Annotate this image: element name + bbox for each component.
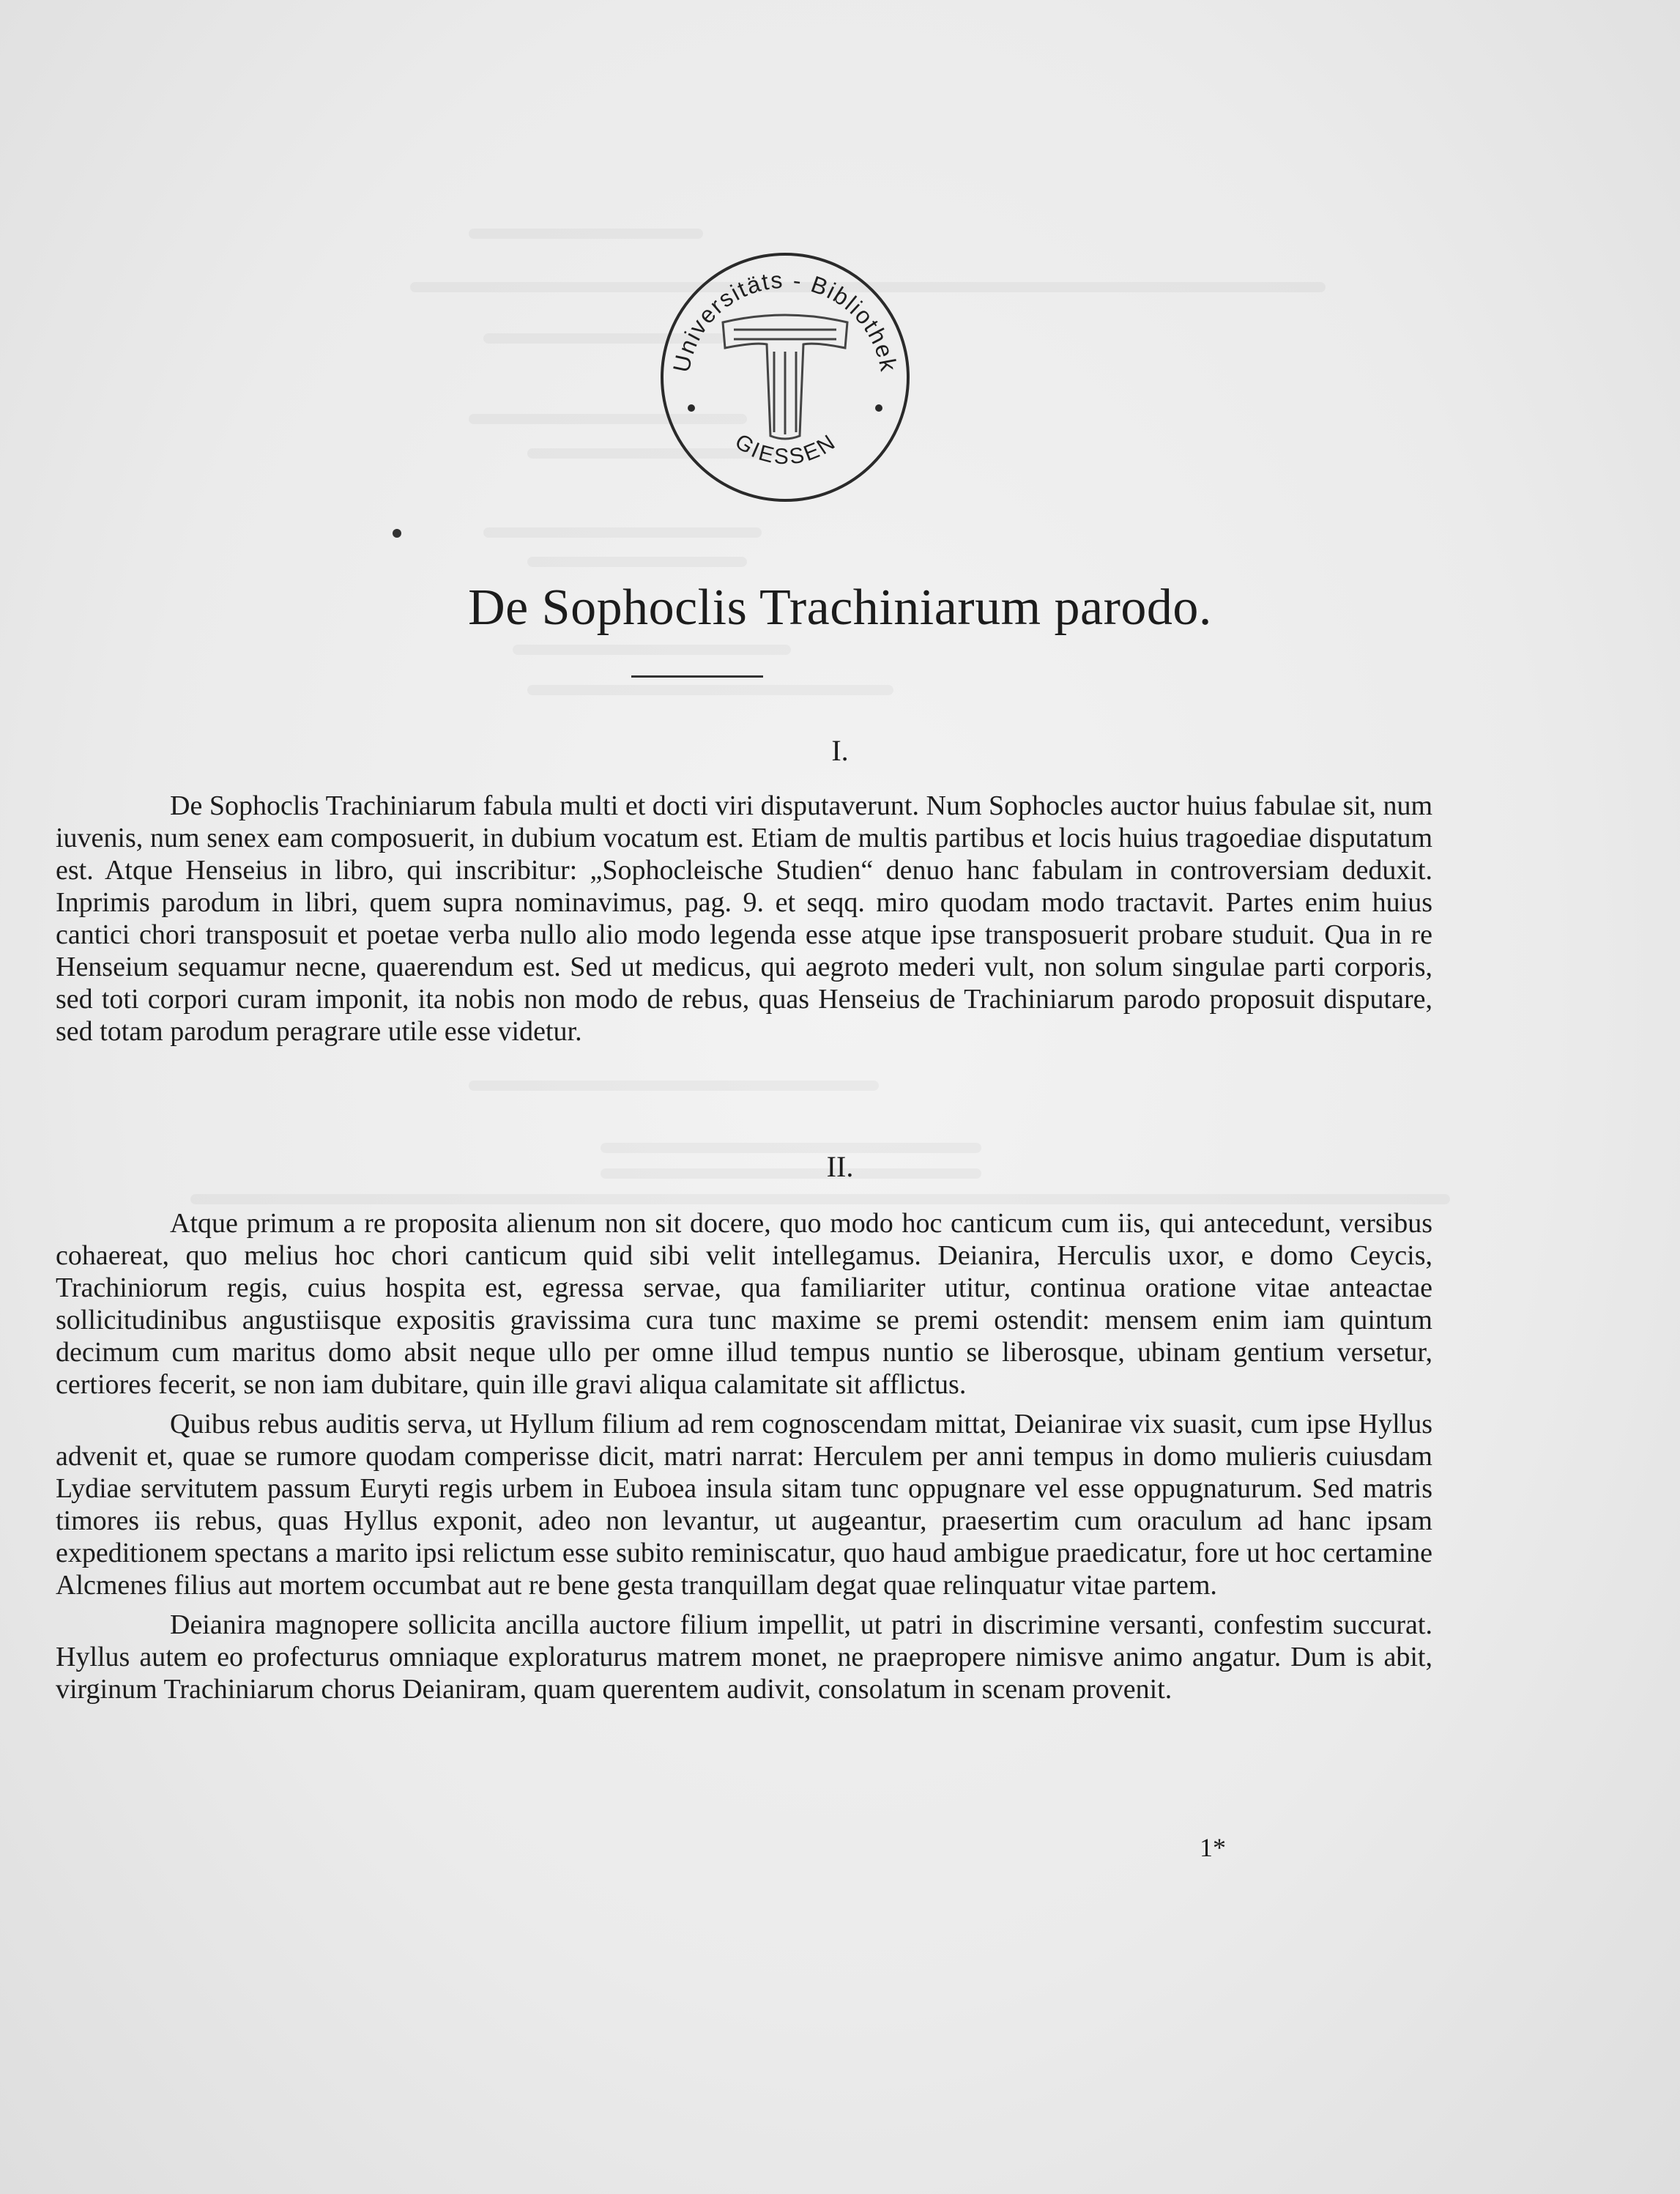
section-numeral-1: I. (831, 734, 849, 767)
svg-text:GIESSEN (731, 429, 841, 470)
section-2-text (56, 1207, 1432, 1705)
paragraph: Quibus rebus auditis serva, ut Hyllum filium ad rem cognoscendam mittat, Deianirae vix suasit, cum ipse Hyllus advenit et, quae se rumore quodam comperisse dicit, matri narrat: Herculem per anni tempus in domo mulieris cuiusdam Lydiae servitutem passum Euryti regis urbem in Euboea insula sitam tunc oppugnare vel esse oppugnaturum. Sed matris timores iis rebus, quas Hyllus exponit, adeo non levantur, ut augeantur, praesertim cum oraculum ad hanc ipsam expeditionem spectans a marito ipsi relictum esse subito reminiscatur, quo haud ambigue praedicatur, fore ut hoc certamine Alcmenes filius aut mortem occumbat aut re bene gesta tranquillam degat quae relinquatur vitae partem. (56, 1409, 1432, 1601)
paragraph: Atque primum a re proposita alienum non sit docere, quo modo hoc canticum cum iis, qui antecedunt, versibus cohaereat, quo melius hoc chori canticum quid sibi velit intellegamus. Deianira, Herculis uxor, e domo Ceycis, Trachiniorum regis, cuius hospita est, egressa servae, qua familiariter utitur, continua oratione vitae anteactae sollicitudinibus angustiisque expositis gravissima cura tunc maxime se premi ostendit: mensem enim iam quintum decimum cum maritus domo absit neque ullo per omne illud tempus nuntio se liberosque, ubinam gentium versetur, certiores fecerit, se non iam dubitare, quin ille gravi aliqua calamitate sit afflictus. (56, 1208, 1432, 1400)
page-title: De Sophoclis Trachiniarum parodo. (468, 579, 1212, 636)
paragraph: Deianira magnopere sollicita ancilla auctore filium impellit, ut patri in discrimine versanti, confestim succurat. Hyllus autem eo profecturus omniaque exploraturus matrem monet, ne praepropere nimisve animo angatur. Dum is abit, virginum Trachiniarum chorus Deianiram, quam querentem audivit, consolatum in scenam provenit. (56, 1609, 1432, 1705)
tau-cross-emblem-icon (723, 315, 847, 439)
ink-dot (393, 529, 401, 538)
paragraph: De Sophoclis Trachiniarum fabula multi et docti viri disputaverunt. Num Sophocles auctor huius fabulae sit, num iuvenis, num senex eam composuerit, in dubium vocatum est. Etiam de multis partibus et locis huius tragoediae disputatum est. Atque Henseius in libro, qui inscribitur: „Sophocleische Studien“ denuo hanc fabulam in controversiam deduxit. Inprimis parodum in libri, quem supra nominavimus, pag. 9. et seqq. miro quodam modo tractavit. Partes enim huius cantici chori transposuit et poetae verba nullo alio modo legenda esse atque ipse transposuerit probare studuit. Qua in re Henseium sequamur necne, quaerendum est. Sed ut medicus, qui aegroto mederi vult, non solum singulae parti corporis, sed toti corpori curam imponit, ita nobis non modo de rebus, quas Henseius de Trachiniarum parodo proposuit disputare, sed totam parodum peragrare utile esse videtur. (56, 790, 1432, 1047)
section-1-text (56, 790, 1432, 1048)
section-numeral-2: II. (826, 1150, 854, 1183)
signature-mark: 1* (1200, 1833, 1226, 1862)
library-stamp (653, 245, 917, 509)
stamp-bottom-text: GIESSEN (730, 429, 841, 470)
stamp-top-text: Universitäts - Bibliothek (667, 266, 902, 375)
title-divider (631, 675, 763, 678)
